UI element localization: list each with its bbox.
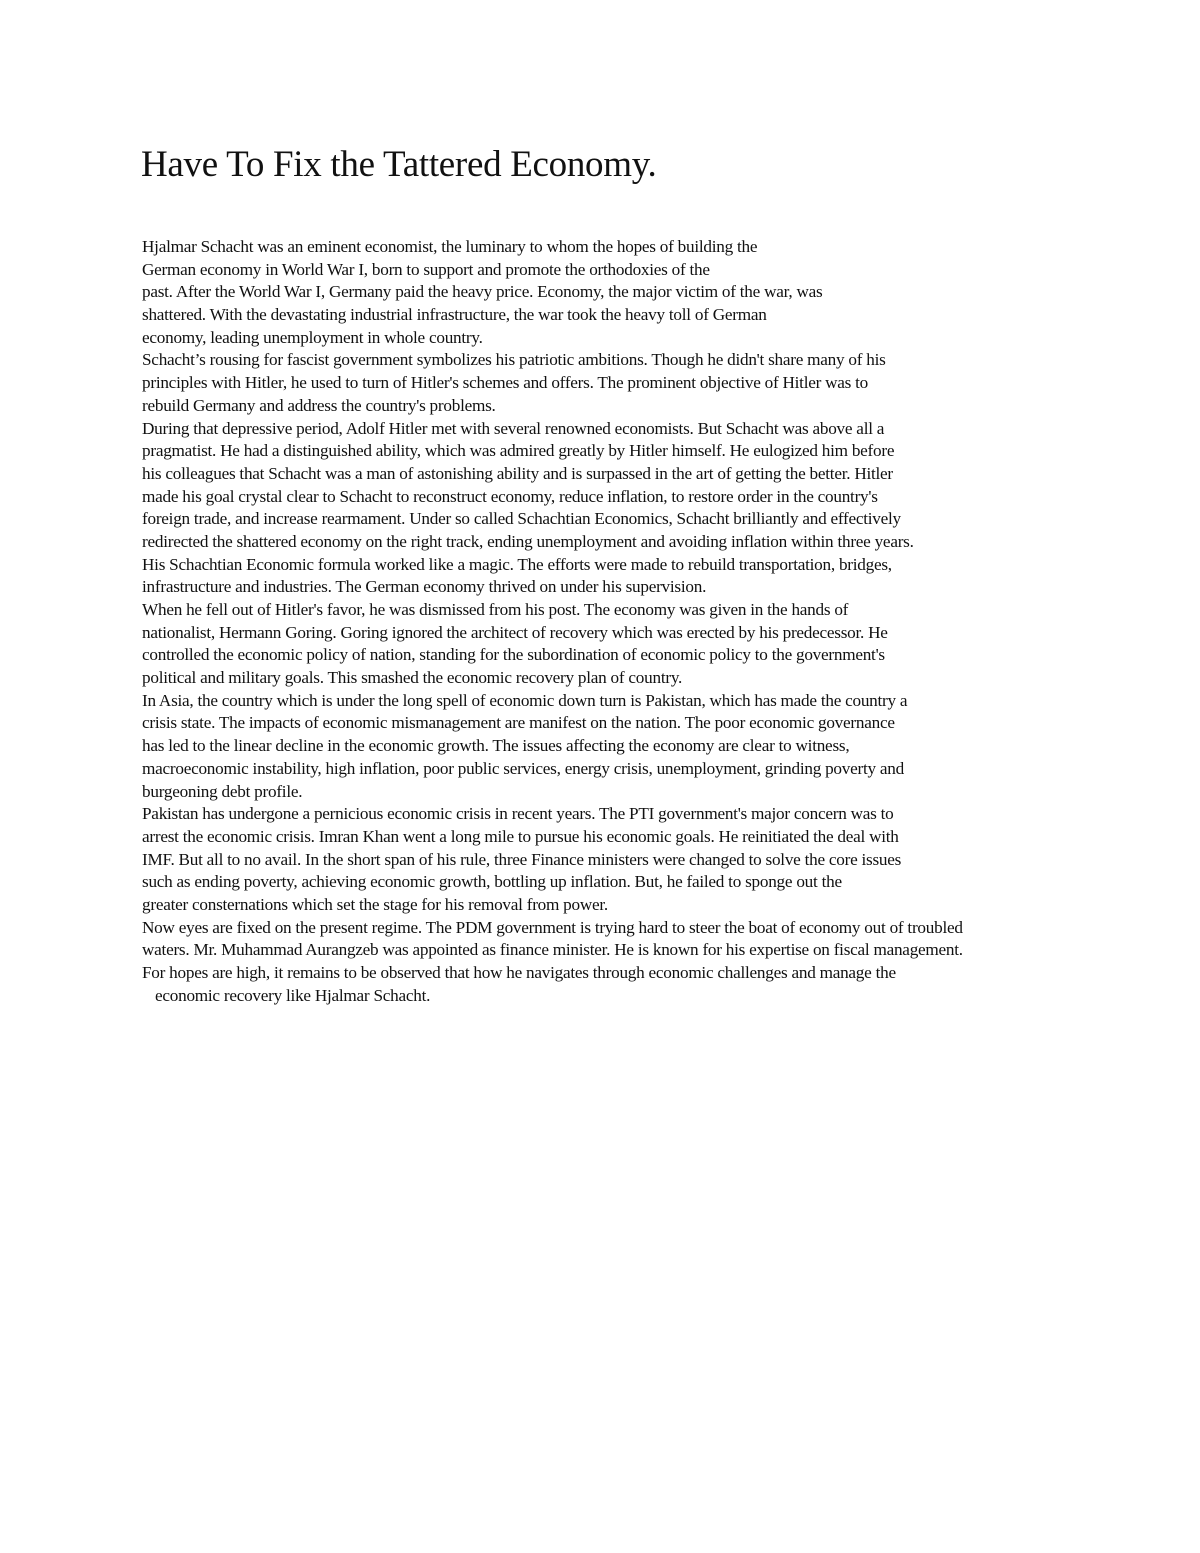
body-line: When he fell out of Hitler's favor, he was dismissed from his post. The economy was given in the hands of xyxy=(142,600,849,619)
body-line: infrastructure and industries. The German economy thrived on under his supervision. xyxy=(142,577,707,597)
body-line: Schacht’s rousing for fascist government symbolizes his patriotic ambitions. Though he didn't share many of his xyxy=(142,350,886,370)
body-line: past. After the World War I, Germany paid the heavy price. Economy, the major victim of the war, was xyxy=(142,282,823,302)
body-line: German economy in World War I, born to support and promote the orthodoxies of the xyxy=(142,259,710,279)
body-line: political and military goals. This smashed the economic recovery plan of country. xyxy=(142,668,683,688)
body-line: pragmatist. He had a distinguished ability, which was admired greatly by Hitler himself. He eulogized him before xyxy=(142,441,895,461)
body-line: His Schachtian Economic formula worked like a magic. The efforts were made to rebuild transportation, bridges, xyxy=(142,554,892,574)
body-line: economic recovery like Hjalmar Schacht. xyxy=(155,985,431,1005)
document-title: Have To Fix the Tattered Economy. xyxy=(141,144,657,185)
body-line: economy, leading unemployment in whole country. xyxy=(142,327,483,347)
body-line: principles with Hitler, he used to turn of Hitler's schemes and offers. The prominent objective of Hitler was to xyxy=(142,373,869,393)
document-body xyxy=(142,236,1142,1007)
body-line: arrest the economic crisis. Imran Khan went a long mile to pursue his economic goals. He reinitiated the deal with xyxy=(142,826,899,846)
body-line: Pakistan has undergone a pernicious economic crisis in recent years. The PTI government's major concern was to xyxy=(142,804,894,824)
body-line: Now eyes are fixed on the present regime. The PDM government is trying hard to steer the boat of economy out of troubled xyxy=(142,917,963,937)
body-line: For hopes are high, it remains to be observed that how he navigates through economic challenges and manage the xyxy=(142,963,896,982)
body-line: foreign trade, and increase rearmament. Under so called Schachtian Economics, Schacht brilliantly and effectively xyxy=(142,509,901,529)
body-line: IMF. But all to no avail. In the short span of his rule, three Finance ministers were changed to solve the core issues xyxy=(142,849,902,869)
body-line: burgeoning debt profile. xyxy=(142,781,303,801)
body-line: nationalist, Hermann Goring. Goring ignored the architect of recovery which was erected by his predecessor. He xyxy=(142,622,888,642)
body-line: greater consternations which set the stage for his removal from power. xyxy=(142,894,608,914)
body-line: rebuild Germany and address the country's problems. xyxy=(142,395,496,415)
body-line: crisis state. The impacts of economic mismanagement are manifest on the nation. The poor economic governance xyxy=(142,713,895,733)
body-line: such as ending poverty, achieving economic growth, bottling up inflation. But, he failed to sponge out the xyxy=(142,872,842,892)
body-line: In Asia, the country which is under the long spell of economic down turn is Pakistan, which has made the country a xyxy=(142,690,908,710)
body-line: redirected the shattered economy on the right track, ending unemployment and avoiding inflation within three years. xyxy=(142,531,914,551)
body-line: his colleagues that Schacht was a man of astonishing ability and is surpassed in the art of getting the better. Hitler xyxy=(142,463,893,483)
body-line: During that depressive period, Adolf Hitler met with several renowned economists. But Schacht was above all a xyxy=(142,418,885,438)
body-line: shattered. With the devastating industrial infrastructure, the war took the heavy toll of German xyxy=(142,305,767,325)
body-line: made his goal crystal clear to Schacht to reconstruct economy, reduce inflation, to restore order in the country's xyxy=(142,486,878,506)
body-line: Hjalmar Schacht was an eminent economist, the luminary to whom the hopes of building the xyxy=(142,237,758,256)
body-line: controlled the economic policy of nation, standing for the subordination of economic policy to the government's xyxy=(142,645,885,665)
body-line: waters. Mr. Muhammad Aurangzeb was appointed as finance minister. He is known for his expertise on fiscal management. xyxy=(142,940,963,960)
body-line: macroeconomic instability, high inflation, poor public services, energy crisis, unemployment, grinding poverty and xyxy=(142,758,904,778)
body-line: has led to the linear decline in the economic growth. The issues affecting the economy are clear to witness, xyxy=(142,736,850,756)
